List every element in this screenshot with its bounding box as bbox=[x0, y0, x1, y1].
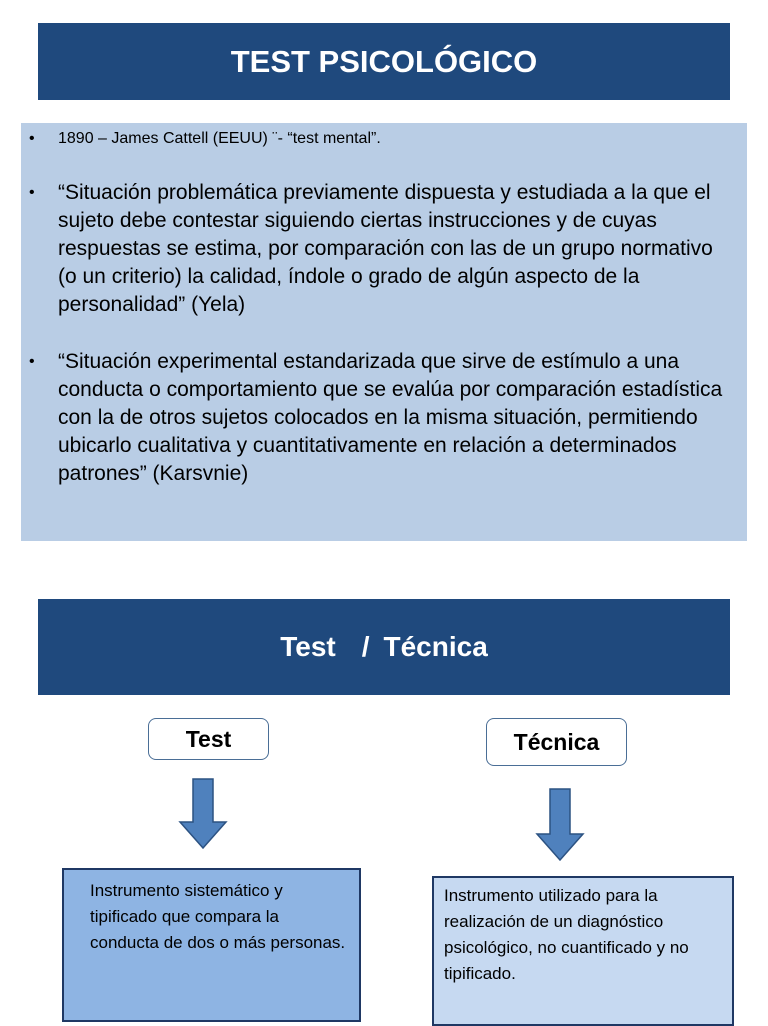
slide-title: TEST PSICOLÓGICO bbox=[230, 43, 538, 79]
tecnica-description: Instrumento utilizado para la realización de un diagnóstico psicológico, no cuantificado y no tipificado. bbox=[444, 886, 689, 983]
test-description: Instrumento sistemático y tipificado que compara la conducta de dos o más personas. bbox=[90, 881, 346, 952]
down-arrow-icon bbox=[535, 788, 585, 862]
comparison-title-left: Test bbox=[280, 631, 336, 662]
test-label: Test bbox=[185, 725, 232, 752]
definition-text: “Situación experimental estandarizada que sirve de estímulo a una conducta o comportamiento que se evalúa por comparación estadística con la de otros sujetos colocados en la misma situación, permitiendo ubicarlo cualitativa y cuantitativamente en relación a determinados patrones” (Karsvnie) bbox=[58, 350, 723, 485]
comparison-title-right: Técnica bbox=[383, 631, 488, 662]
definition-item bbox=[29, 179, 737, 319]
definition-text: “Situación problemática previamente dispuesta y estudiada a la que el sujeto debe contestar siguiendo ciertas instrucciones y de cuyas respuestas se estima, por comparación con las de un grupo normativo (o un criterio) la calidad, índole o grado de algún aspecto de la personalidad” (Yela) bbox=[58, 181, 713, 316]
bullet-marker: • bbox=[29, 353, 35, 370]
definition-item bbox=[29, 129, 737, 149]
bullet-marker: • bbox=[29, 130, 35, 147]
definitions-list bbox=[29, 129, 737, 488]
definition-item bbox=[29, 348, 737, 488]
bullet-marker: • bbox=[29, 184, 35, 201]
comparison-title-banner bbox=[38, 599, 730, 695]
tecnica-label-box bbox=[486, 718, 627, 766]
tecnica-label: Técnica bbox=[513, 728, 600, 755]
test-description-box bbox=[62, 868, 361, 1022]
comparison-title-separator: / bbox=[361, 631, 370, 662]
definition-text: 1890 – James Cattell (EEUU) ¨- “test mental”. bbox=[58, 130, 381, 147]
tecnica-description-box bbox=[432, 876, 734, 1026]
slide-title-banner bbox=[38, 23, 730, 100]
down-arrow-icon bbox=[178, 778, 228, 850]
test-label-box bbox=[148, 718, 269, 760]
definitions-panel bbox=[21, 123, 747, 541]
